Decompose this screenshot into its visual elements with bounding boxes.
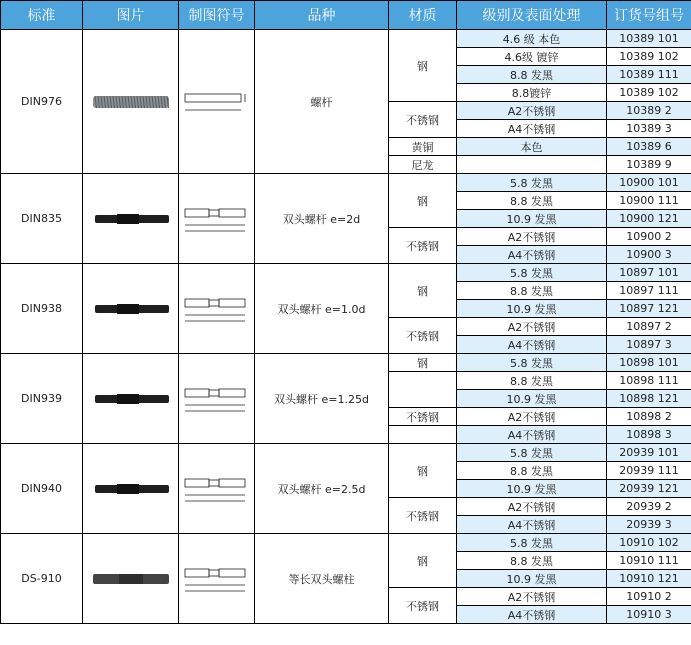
grade-cell: 8.8 发黑 — [457, 192, 607, 210]
grade-cell: 10.9 发黑 — [457, 570, 607, 588]
material-cell: 钢 — [389, 534, 457, 588]
technical-drawing — [181, 561, 253, 597]
material-cell: 不锈钢 — [389, 318, 457, 354]
material-cell: 不锈钢 — [389, 588, 457, 624]
standard-cell: DIN976 — [1, 30, 83, 174]
grade-cell: 本色 — [457, 138, 607, 156]
standard-cell: DIN940 — [1, 444, 83, 534]
order-number-cell: 20939 3 — [607, 516, 691, 534]
order-number-cell: 10900 101 — [607, 174, 691, 192]
order-number-cell: 10389 101 — [607, 30, 691, 48]
order-number-cell: 10900 2 — [607, 228, 691, 246]
grade-cell: 10.9 发黑 — [457, 480, 607, 498]
picture-cell — [83, 174, 179, 264]
order-number-cell: 20939 2 — [607, 498, 691, 516]
material-cell: 钢 — [389, 354, 457, 372]
order-number-cell: 10897 121 — [607, 300, 691, 318]
order-number-cell: 10910 121 — [607, 570, 691, 588]
grade-cell: 5.8 发黑 — [457, 264, 607, 282]
table-row — [1, 30, 691, 48]
picture-cell — [83, 444, 179, 534]
material-cell — [389, 426, 457, 444]
symbol-cell — [179, 354, 255, 444]
grade-cell: A4不锈钢 — [457, 120, 607, 138]
order-number-cell: 10389 2 — [607, 102, 691, 120]
material-cell: 尼龙 — [389, 156, 457, 174]
grade-cell: 8.8镀锌 — [457, 84, 607, 102]
header-material: 材质 — [389, 1, 457, 30]
order-number-cell: 10898 111 — [607, 372, 691, 390]
grade-cell: A2不锈钢 — [457, 408, 607, 426]
grade-cell: 10.9 发黑 — [457, 300, 607, 318]
order-number-cell: 10898 2 — [607, 408, 691, 426]
picture-cell — [83, 354, 179, 444]
grade-cell: 8.8 发黑 — [457, 282, 607, 300]
table-row — [1, 264, 691, 282]
material-cell: 钢 — [389, 444, 457, 498]
grade-cell: 5.8 发黑 — [457, 444, 607, 462]
symbol-cell — [179, 444, 255, 534]
technical-drawing — [181, 291, 253, 327]
stud-bolt-image — [89, 294, 173, 324]
standard-cell: DS-910 — [1, 534, 83, 624]
technical-drawing — [181, 471, 253, 507]
material-cell: 钢 — [389, 174, 457, 228]
grade-cell: A4不锈钢 — [457, 336, 607, 354]
grade-cell: 4.6 级 本色 — [457, 30, 607, 48]
grade-cell: 5.8 发黑 — [457, 174, 607, 192]
order-number-cell: 10389 102 — [607, 84, 691, 102]
order-number-cell: 10389 102 — [607, 48, 691, 66]
stud-bolt-image — [89, 384, 173, 414]
header-row — [1, 1, 691, 30]
grade-cell: A4不锈钢 — [457, 246, 607, 264]
standard-cell: DIN939 — [1, 354, 83, 444]
symbol-cell — [179, 174, 255, 264]
material-cell: 不锈钢 — [389, 102, 457, 138]
order-number-cell: 10910 111 — [607, 552, 691, 570]
kind-cell: 螺杆 — [255, 30, 389, 174]
grade-cell: 5.8 发黑 — [457, 534, 607, 552]
order-number-cell: 10898 3 — [607, 426, 691, 444]
material-cell: 不锈钢 — [389, 498, 457, 534]
grade-cell: 4.6级 镀锌 — [457, 48, 607, 66]
kind-cell: 双头螺杆 e=2d — [255, 174, 389, 264]
header-kind: 品种 — [255, 1, 389, 30]
grade-cell: A2不锈钢 — [457, 588, 607, 606]
material-cell: 不锈钢 — [389, 228, 457, 264]
grade-cell: 5.8 发黑 — [457, 354, 607, 372]
table-row — [1, 534, 691, 552]
standard-cell: DIN835 — [1, 174, 83, 264]
table-body — [1, 30, 691, 624]
grade-cell: A4不锈钢 — [457, 516, 607, 534]
order-number-cell: 10897 3 — [607, 336, 691, 354]
stud-bolt-image — [89, 204, 173, 234]
grade-cell: 8.8 发黑 — [457, 372, 607, 390]
grade-cell: 8.8 发黑 — [457, 462, 607, 480]
order-number-cell: 10897 111 — [607, 282, 691, 300]
order-number-cell: 10897 2 — [607, 318, 691, 336]
technical-drawing — [181, 381, 253, 417]
grade-cell: A2不锈钢 — [457, 498, 607, 516]
picture-cell — [83, 264, 179, 354]
header-grade: 级别及表面处理 — [457, 1, 607, 30]
header-symbol: 制图符号 — [179, 1, 255, 30]
grade-cell: 10.9 发黑 — [457, 390, 607, 408]
symbol-cell — [179, 264, 255, 354]
kind-cell: 等长双头螺柱 — [255, 534, 389, 624]
order-number-cell: 10389 3 — [607, 120, 691, 138]
technical-drawing — [181, 84, 253, 120]
header-order: 订货号组号 — [607, 1, 691, 30]
picture-cell — [83, 30, 179, 174]
order-number-cell: 10389 9 — [607, 156, 691, 174]
technical-drawing — [181, 201, 253, 237]
table-row — [1, 444, 691, 462]
standard-cell: DIN938 — [1, 264, 83, 354]
kind-cell: 双头螺杆 e=1.25d — [255, 354, 389, 444]
kind-cell: 双头螺杆 e=1.0d — [255, 264, 389, 354]
order-number-cell: 10389 111 — [607, 66, 691, 84]
grade-cell: A4不锈钢 — [457, 426, 607, 444]
grade-cell: 8.8 发黑 — [457, 66, 607, 84]
stud-bolt-image — [89, 564, 173, 594]
order-number-cell: 10389 6 — [607, 138, 691, 156]
order-number-cell: 10898 121 — [607, 390, 691, 408]
picture-cell — [83, 534, 179, 624]
material-cell: 钢 — [389, 30, 457, 102]
order-number-cell: 20939 111 — [607, 462, 691, 480]
grade-cell: 8.8 发黑 — [457, 552, 607, 570]
order-number-cell: 10900 121 — [607, 210, 691, 228]
order-number-cell: 10910 3 — [607, 606, 691, 624]
table-row — [1, 174, 691, 192]
grade-cell: A2不锈钢 — [457, 318, 607, 336]
material-cell — [389, 372, 457, 408]
table-row — [1, 354, 691, 372]
order-number-cell: 10910 2 — [607, 588, 691, 606]
order-number-cell: 20939 101 — [607, 444, 691, 462]
order-number-cell: 10898 101 — [607, 354, 691, 372]
grade-cell: 10.9 发黑 — [457, 210, 607, 228]
header-picture: 图片 — [83, 1, 179, 30]
grade-cell — [457, 156, 607, 174]
grade-cell: A2不锈钢 — [457, 228, 607, 246]
grade-cell: A4不锈钢 — [457, 606, 607, 624]
stud-bolt-image — [89, 87, 173, 117]
symbol-cell — [179, 30, 255, 174]
grade-cell: A2不锈钢 — [457, 102, 607, 120]
material-cell: 钢 — [389, 264, 457, 318]
material-cell: 不锈钢 — [389, 408, 457, 426]
material-cell: 黄铜 — [389, 138, 457, 156]
kind-cell: 双头螺杆 e=2.5d — [255, 444, 389, 534]
order-number-cell: 10900 111 — [607, 192, 691, 210]
order-number-cell: 20939 121 — [607, 480, 691, 498]
symbol-cell — [179, 534, 255, 624]
header-standard: 标准 — [1, 1, 83, 30]
stud-bolt-image — [89, 474, 173, 504]
order-number-cell: 10897 101 — [607, 264, 691, 282]
order-number-cell: 10910 102 — [607, 534, 691, 552]
order-number-cell: 10900 3 — [607, 246, 691, 264]
